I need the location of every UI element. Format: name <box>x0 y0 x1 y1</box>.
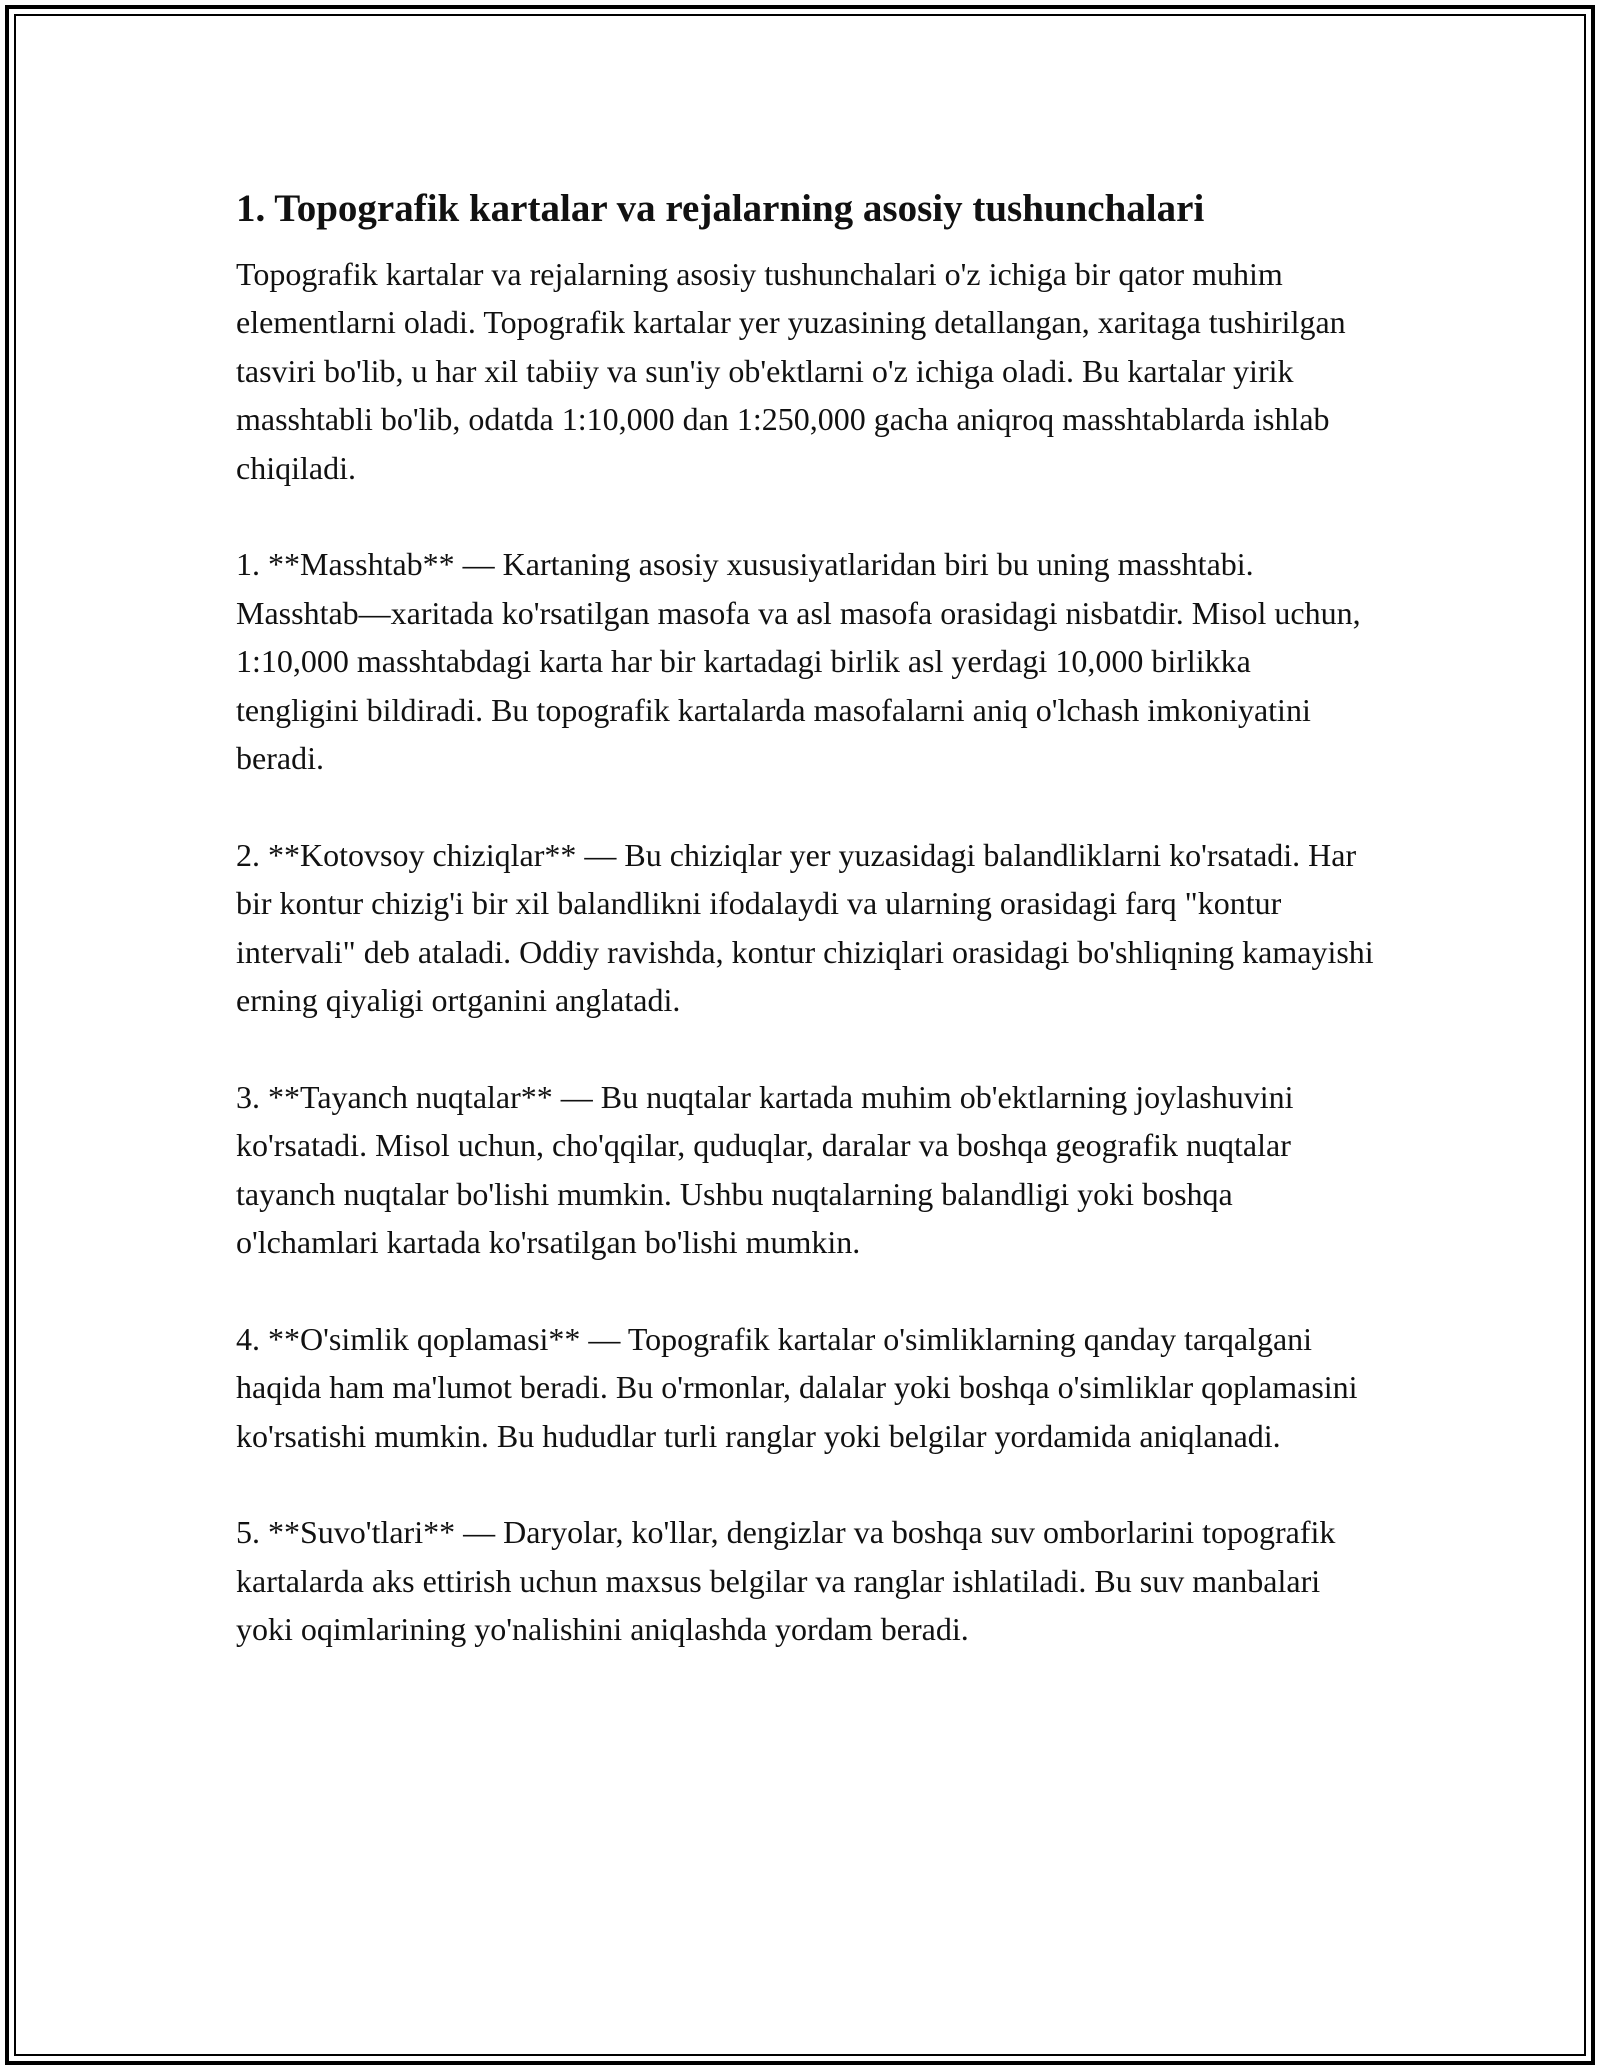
document-title: 1. Topografik kartalar va rejalarning asosiy tushunchalari <box>236 187 1205 230</box>
paragraph-osimlik-qoplamasi: 4. **O'simlik qoplamasi** — Topografik kartalar o'simliklarning qanday tarqalgani haqida ham ma'lumot beradi. Bu o'rmonlar, dalalar yoki boshqa o'simliklar qoplamasini ko'rsatishi mumkin. Bu hududlar turli ranglar yoki belgilar yordamida aniqlanadi. <box>236 1320 1358 1454</box>
paragraph-tayanch-nuqtalar: 3. **Tayanch nuqtalar** — Bu nuqtalar kartada muhim ob'ektlarning joylashuvini ko'rsatadi. Misol uchun, cho'qqilar, quduqlar, daralar va boshqa geografik nuqtalar tayanch nuqtalar bo'lishi mumkin. Ushbu nuqtalarning balandligi yoki boshqa o'lchamlari kartada ko'rsatilgan bo'lishi mumkin. <box>236 1078 1294 1261</box>
intro-paragraph: Topografik kartalar va rejalarning asosiy tushunchalari o'z ichiga bir qator muhim elementlarni oladi. Topografik kartalar yer yuzasining detallangan, xaritaga tushirilgan tasviri bo'lib, u har xil tabiiy va sun'iy ob'ektlarni o'z ichiga oladi. Bu kartalar yirik masshtabli bo'lib, odatda 1:10,000 dan 1:250,000 gacha aniqroq masshtablarda ishlab chiqiladi. <box>236 256 1346 486</box>
paragraph-kotovsoy-chiziqlar: 2. **Kotovsoy chiziqlar** — Bu chiziqlar yer yuzasidagi balandliklarni ko'rsatadi. Har bir kontur chizig'i bir xil balandlikni ifodalaydi va ularning orasidagi farq "kontur intervali" deb ataladi. Oddiy ravishda, kontur chiziqlari orasidagi bo'shliqning kamayishi erning qiyaligi ortganini anglatadi. <box>236 836 1374 1019</box>
paragraph-masshtab: 1. **Masshtab** — Kartaning asosiy xususiyatlaridan biri bu uning masshtabi. Masshtab—xaritada ko'rsatilgan masofa va asl masofa orasidagi nisbatdir. Misol uchun, 1:10,000 masshtabdagi karta har bir kartadagi birlik asl yerdagi 10,000 birlikka tengligini bildiradi. Bu topografik kartalarda masofalarni aniq o'lchash imkoniyatini beradi. <box>236 546 1361 777</box>
document-body <box>236 184 1376 1702</box>
paragraph-suvotlari: 5. **Suvo'tlari** — Daryolar, ko'llar, dengizlar va boshqa suv omborlarini topografik kartalarda aks ettirish uchun maxsus belgilar va ranglar ishlatiladi. Bu suv manbalari yoki oqimlarining yo'nalishini aniqlashda yordam beradi. <box>236 1514 1336 1648</box>
